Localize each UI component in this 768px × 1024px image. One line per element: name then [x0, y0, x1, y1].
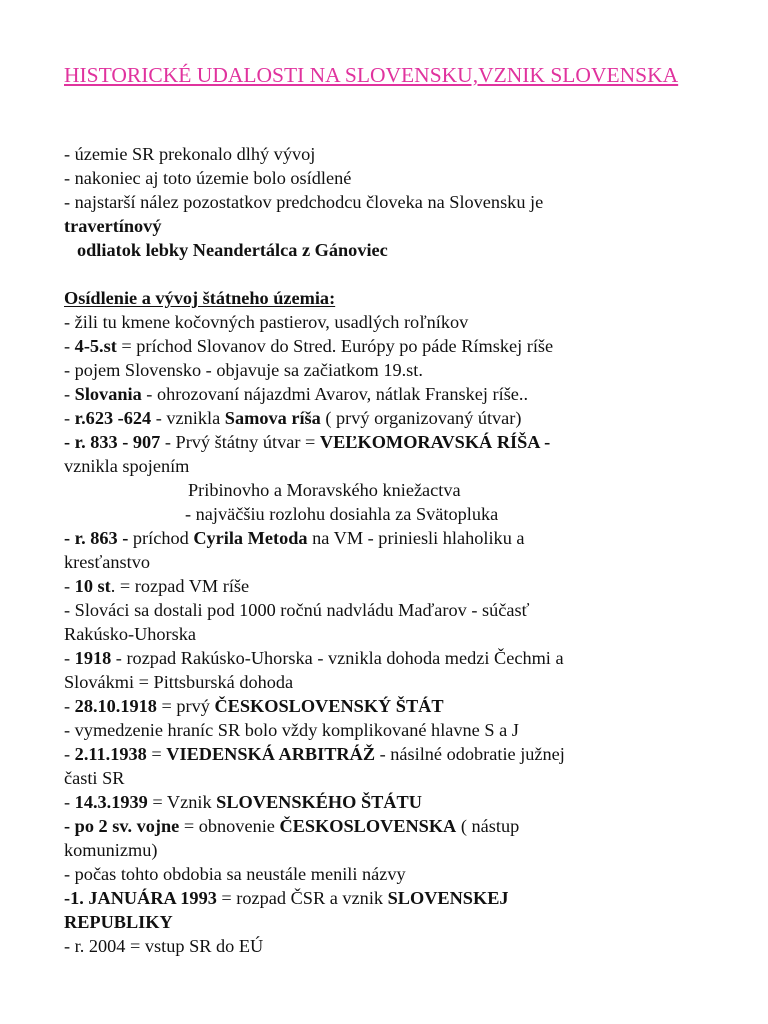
bold-term: odliatok lebky Neandertálca z Gánoviec [77, 240, 388, 260]
list-item: - pojem Slovensko - objavuje sa začiatkom 19.st. [64, 360, 423, 380]
section-heading [64, 286, 704, 310]
list-item [64, 790, 704, 814]
list-item-continuation: Rakúsko-Uhorska [64, 624, 197, 644]
text-fragment: - [64, 648, 75, 668]
text-fragment: na VM - priniesli hlaholiku a [307, 528, 525, 548]
text-fragment: = [146, 744, 167, 764]
text-fragment: príchod [128, 528, 194, 548]
list-item-continuation: Slovákmi = Pittsburská dohoda [64, 672, 294, 692]
bold-term: Slovania [74, 384, 142, 404]
text-fragment: - [64, 408, 75, 428]
bold-term: 10 st [74, 576, 111, 596]
list-item [64, 334, 704, 358]
text-fragment: - rozpad Rakúsko-Uhorska - vznikla dohoda medzi Čechmi a [111, 648, 564, 668]
list-item: - Slováci sa dostali pod 1000 ročnú nadvládu Maďarov - súčasť [64, 600, 530, 620]
text-fragment: = rozpad ČSR a vznik [216, 888, 388, 908]
list-item-continuation: časti SR [64, 768, 125, 788]
list-item [64, 382, 704, 406]
text-fragment: ( nástup [456, 816, 520, 836]
text-fragment: - [64, 744, 75, 764]
list-item [64, 526, 704, 550]
bold-term: 14.3.1939 [74, 792, 148, 812]
bold-term: Samova ríša [224, 408, 321, 428]
list-item [64, 406, 704, 430]
text-fragment: - [64, 792, 75, 812]
intro-line [64, 214, 704, 238]
text-fragment: - [64, 384, 75, 404]
list-item [64, 430, 704, 454]
list-item: - žili tu kmene kočovných pastierov, usadlých roľníkov [64, 312, 469, 332]
list-item [64, 694, 704, 718]
bold-term: travertínový [64, 216, 162, 236]
list-item [64, 742, 704, 766]
bold-term: -1. JANUÁRA 1993 [64, 888, 217, 908]
text-fragment: ( prvý organizovaný útvar) [320, 408, 522, 428]
text-fragment: - násilné odobratie južnej [375, 744, 565, 764]
intro-line: - najstarší nález pozostatkov predchodcu človeka na Slovensku je [64, 192, 544, 212]
intro-line [64, 238, 704, 262]
bold-term: - r. 833 - 907 [64, 432, 161, 452]
bold-term: 2.11.1938 [74, 744, 147, 764]
list-item-continuation: - najväčšiu rozlohu dosiahla za Svätopluka [185, 504, 499, 524]
text-fragment: = prvý [156, 696, 215, 716]
list-item-continuation: Pribinovho a Moravského kniežactva [188, 480, 461, 500]
bold-term: VEĽKOMORAVSKÁ RÍŠA - [319, 432, 551, 452]
bold-term: 28.10.1918 [74, 696, 157, 716]
bold-term: r.623 -624 [74, 408, 152, 428]
list-item [64, 574, 704, 598]
list-item [64, 814, 704, 838]
text-fragment: - ohrozovaní nájazdmi Avarov, nátlak Franskej ríše.. [141, 384, 529, 404]
list-item-continuation: kresťanstvo [64, 552, 150, 572]
paragraph-gap [64, 262, 704, 286]
list-item: - počas tohto obdobia sa neustále menili názvy [64, 864, 406, 884]
bold-term: - r. 863 - [64, 528, 129, 548]
list-item-continuation: komunizmu) [64, 840, 158, 860]
bold-term: ČESKOSLOVENSKA [279, 816, 457, 836]
list-item: - r. 2004 = vstup SR do EÚ [64, 936, 264, 956]
list-item [64, 646, 704, 670]
list-item-continuation [64, 910, 704, 934]
bold-term: SLOVENSKEJ [387, 888, 509, 908]
text-fragment: = príchod Slovanov do Stred. Európy po páde Rímskej ríše [116, 336, 554, 356]
bold-term: VIEDENSKÁ ARBITRÁŽ [166, 744, 376, 764]
list-item-continuation: vznikla spojením [64, 456, 190, 476]
intro-line: - nakoniec aj toto územie bolo osídlené [64, 168, 352, 188]
bold-term: ČESKOSLOVENSKÝ ŠTÁT [214, 696, 444, 716]
text-fragment: = obnovenie [179, 816, 280, 836]
text-fragment: - vznikla [151, 408, 225, 428]
text-fragment: - [64, 696, 75, 716]
bold-term: 1918 [74, 648, 112, 668]
bold-term: 4-5.st [74, 336, 117, 356]
text-fragment: - [64, 576, 75, 596]
list-item [64, 886, 704, 910]
text-fragment: . = rozpad VM ríše [110, 576, 250, 596]
document-title: HISTORICKÉ UDALOSTI NA SLOVENSKU,VZNIK SLOVENSKA [64, 63, 679, 87]
text-fragment: = Vznik [147, 792, 217, 812]
intro-line: - územie SR prekonalo dlhý vývoj [64, 144, 316, 164]
text-fragment: Osídlenie a vývoj štátneho územia: [64, 288, 336, 308]
bold-term: REPUBLIKY [64, 912, 173, 932]
document-body [64, 142, 704, 958]
bold-term: - po 2 sv. vojne [64, 816, 180, 836]
text-fragment: - [64, 336, 75, 356]
list-item: - vymedzenie hraníc SR bolo vždy komplikované hlavne S a J [64, 720, 519, 740]
bold-term: SLOVENSKÉHO ŠTÁTU [216, 792, 422, 812]
bold-term: Cyrila Metoda [193, 528, 308, 548]
text-fragment: - Prvý štátny útvar = [160, 432, 320, 452]
